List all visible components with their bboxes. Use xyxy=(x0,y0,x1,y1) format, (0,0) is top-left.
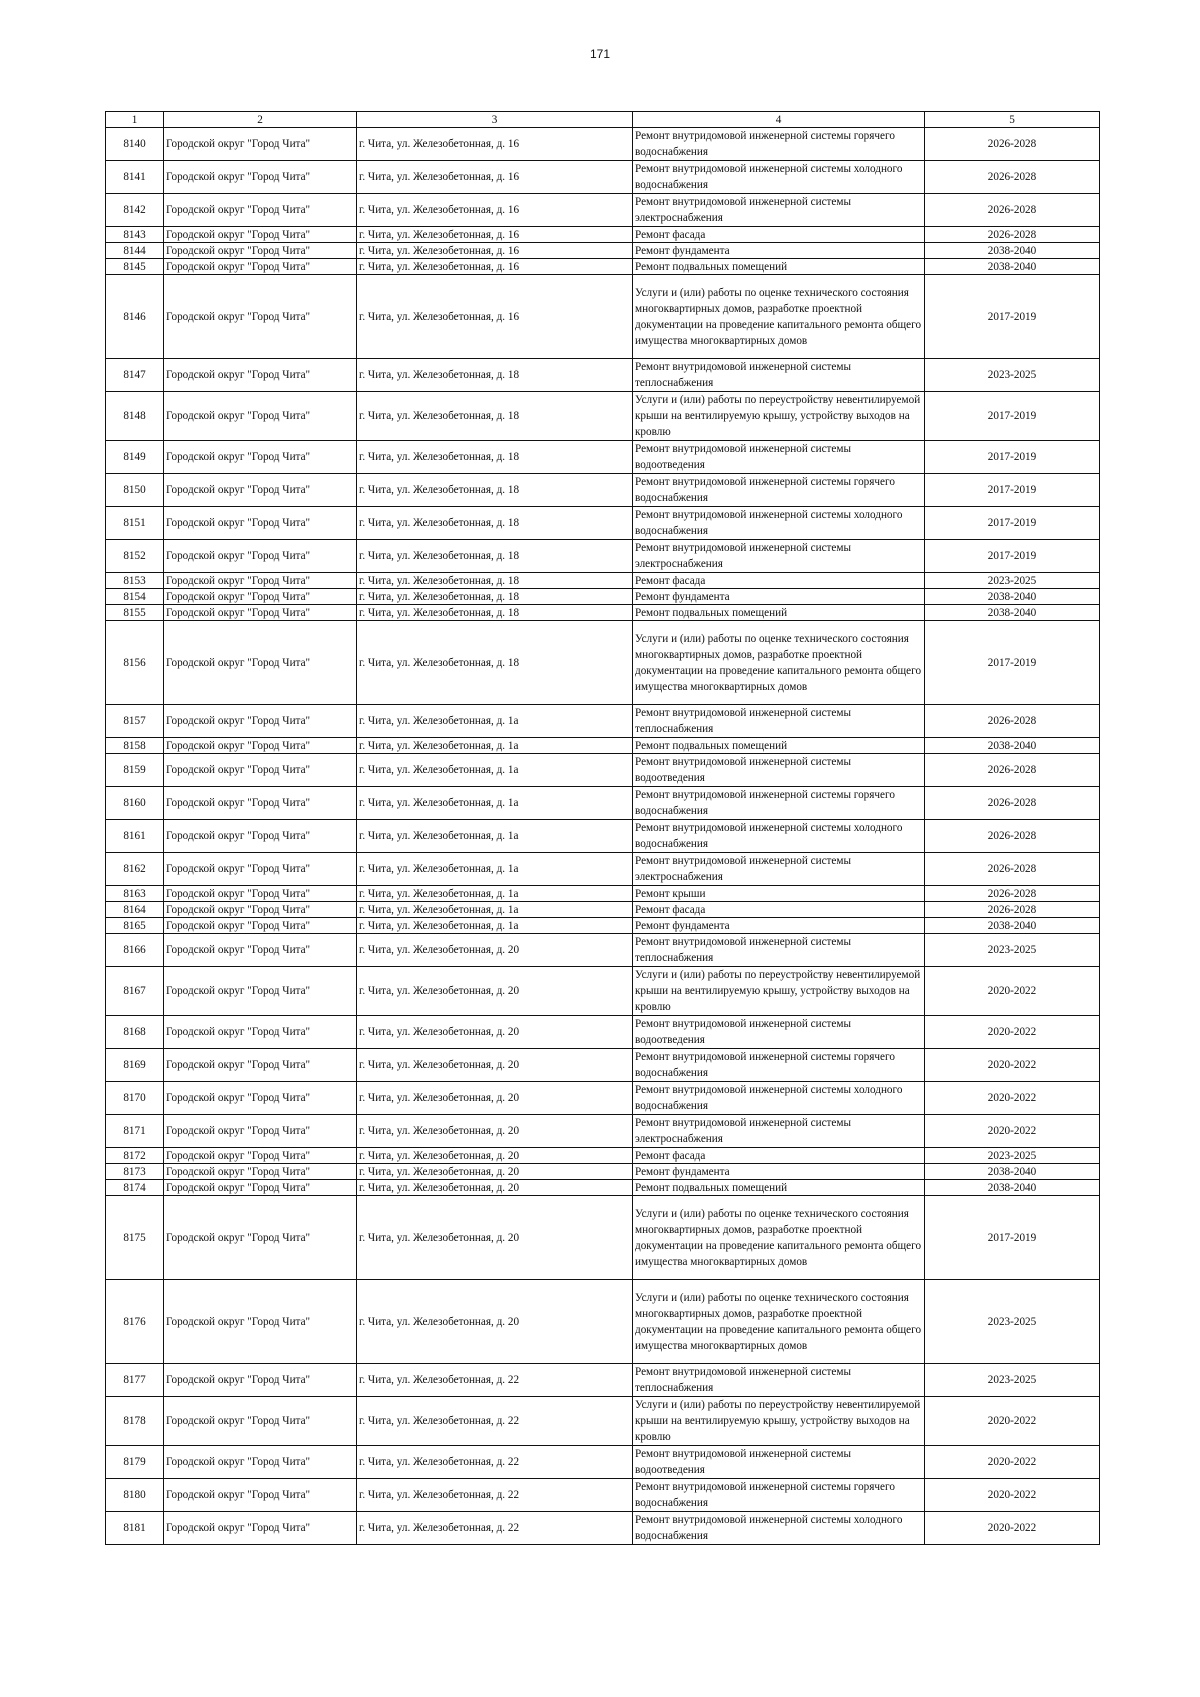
work-type-cell: Ремонт внутридомовой инженерной системы горячего водоснабжения xyxy=(633,1479,925,1512)
period-cell: 2017-2019 xyxy=(925,507,1100,540)
row-number-cell: 8175 xyxy=(106,1196,164,1280)
table-row xyxy=(106,392,1100,441)
table-row xyxy=(106,754,1100,787)
address-cell: г. Чита, ул. Железобетонная, д. 16 xyxy=(357,194,633,227)
period-cell: 2023-2025 xyxy=(925,1148,1100,1164)
row-number-cell: 8174 xyxy=(106,1180,164,1196)
table-row xyxy=(106,540,1100,573)
period-cell: 2020-2022 xyxy=(925,1512,1100,1545)
period-cell: 2023-2025 xyxy=(925,934,1100,967)
work-type-cell: Услуги и (или) работы по оценке технического состояния многоквартирных домов, разработке проектной документации на проведение капитального ремонта общего имущества многоквартирных домов xyxy=(633,275,925,359)
work-type-cell: Ремонт внутридомовой инженерной системы теплоснабжения xyxy=(633,1364,925,1397)
district-cell: Городской округ "Город Чита" xyxy=(164,1364,357,1397)
period-cell: 2020-2022 xyxy=(925,967,1100,1016)
work-type-cell: Ремонт внутридомовой инженерной системы электроснабжения xyxy=(633,194,925,227)
row-number-cell: 8168 xyxy=(106,1016,164,1049)
address-cell: г. Чита, ул. Железобетонная, д. 16 xyxy=(357,161,633,194)
period-cell: 2020-2022 xyxy=(925,1016,1100,1049)
address-cell: г. Чита, ул. Железобетонная, д. 18 xyxy=(357,540,633,573)
address-cell: г. Чита, ул. Железобетонная, д. 1а xyxy=(357,754,633,787)
work-type-cell: Ремонт подвальных помещений xyxy=(633,605,925,621)
work-type-cell: Ремонт внутридомовой инженерной системы горячего водоснабжения xyxy=(633,787,925,820)
table-row xyxy=(106,902,1100,918)
address-cell: г. Чита, ул. Железобетонная, д. 1а xyxy=(357,853,633,886)
address-cell: г. Чита, ул. Железобетонная, д. 18 xyxy=(357,474,633,507)
work-type-cell: Ремонт внутридомовой инженерной системы холодного водоснабжения xyxy=(633,1512,925,1545)
address-cell: г. Чита, ул. Железобетонная, д. 18 xyxy=(357,441,633,474)
work-type-cell: Ремонт крыши xyxy=(633,886,925,902)
work-type-cell: Ремонт фасада xyxy=(633,573,925,589)
work-type-cell: Ремонт внутридомовой инженерной системы горячего водоснабжения xyxy=(633,1049,925,1082)
address-cell: г. Чита, ул. Железобетонная, д. 22 xyxy=(357,1479,633,1512)
table-row xyxy=(106,243,1100,259)
district-cell: Городской округ "Город Чита" xyxy=(164,243,357,259)
district-cell: Городской округ "Город Чита" xyxy=(164,853,357,886)
address-cell: г. Чита, ул. Железобетонная, д. 1а xyxy=(357,738,633,754)
district-cell: Городской округ "Город Чита" xyxy=(164,886,357,902)
district-cell: Городской округ "Город Чита" xyxy=(164,1016,357,1049)
row-number-cell: 8181 xyxy=(106,1512,164,1545)
work-type-cell: Ремонт внутридомовой инженерной системы горячего водоснабжения xyxy=(633,128,925,161)
row-number-cell: 8158 xyxy=(106,738,164,754)
header-row xyxy=(106,112,1100,128)
address-cell: г. Чита, ул. Железобетонная, д. 1а xyxy=(357,820,633,853)
work-type-cell: Ремонт внутридомовой инженерной системы холодного водоснабжения xyxy=(633,820,925,853)
table-row xyxy=(106,1479,1100,1512)
row-number-cell: 8178 xyxy=(106,1397,164,1446)
row-number-cell: 8157 xyxy=(106,705,164,738)
period-cell: 2017-2019 xyxy=(925,474,1100,507)
address-cell: г. Чита, ул. Железобетонная, д. 18 xyxy=(357,507,633,540)
address-cell: г. Чита, ул. Железобетонная, д. 18 xyxy=(357,621,633,705)
period-cell: 2038-2040 xyxy=(925,918,1100,934)
period-cell: 2017-2019 xyxy=(925,621,1100,705)
row-number-cell: 8154 xyxy=(106,589,164,605)
table-row xyxy=(106,621,1100,705)
work-type-cell: Ремонт внутридомовой инженерной системы теплоснабжения xyxy=(633,934,925,967)
period-cell: 2026-2028 xyxy=(925,161,1100,194)
district-cell: Городской округ "Город Чита" xyxy=(164,705,357,738)
work-type-cell: Услуги и (или) работы по оценке технического состояния многоквартирных домов, разработке проектной документации на проведение капитального ремонта общего имущества многоквартирных домов xyxy=(633,1196,925,1280)
district-cell: Городской округ "Город Чита" xyxy=(164,621,357,705)
table-row xyxy=(106,1148,1100,1164)
address-cell: г. Чита, ул. Железобетонная, д. 20 xyxy=(357,1082,633,1115)
work-type-cell: Ремонт подвальных помещений xyxy=(633,1180,925,1196)
work-type-cell: Ремонт внутридомовой инженерной системы теплоснабжения xyxy=(633,705,925,738)
address-cell: г. Чита, ул. Железобетонная, д. 18 xyxy=(357,392,633,441)
column-header-1: 1 xyxy=(106,112,164,128)
district-cell: Городской округ "Город Чита" xyxy=(164,194,357,227)
period-cell: 2038-2040 xyxy=(925,605,1100,621)
row-number-cell: 8169 xyxy=(106,1049,164,1082)
table-row xyxy=(106,161,1100,194)
address-cell: г. Чита, ул. Железобетонная, д. 20 xyxy=(357,1180,633,1196)
table-row xyxy=(106,474,1100,507)
address-cell: г. Чита, ул. Железобетонная, д. 1а xyxy=(357,705,633,738)
table-row xyxy=(106,1446,1100,1479)
row-number-cell: 8140 xyxy=(106,128,164,161)
table-row xyxy=(106,934,1100,967)
district-cell: Городской округ "Город Чита" xyxy=(164,589,357,605)
address-cell: г. Чита, ул. Железобетонная, д. 16 xyxy=(357,128,633,161)
table-row xyxy=(106,1164,1100,1180)
district-cell: Городской округ "Город Чита" xyxy=(164,474,357,507)
address-cell: г. Чита, ул. Железобетонная, д. 18 xyxy=(357,359,633,392)
table-row xyxy=(106,1082,1100,1115)
work-type-cell: Услуги и (или) работы по переустройству невентилируемой крыши на вентилируемую крышу, устройству выходов на кровлю xyxy=(633,1397,925,1446)
address-cell: г. Чита, ул. Железобетонная, д. 16 xyxy=(357,275,633,359)
period-cell: 2026-2028 xyxy=(925,853,1100,886)
work-type-cell: Ремонт внутридомовой инженерной системы водоотведения xyxy=(633,754,925,787)
district-cell: Городской округ "Город Чита" xyxy=(164,1512,357,1545)
row-number-cell: 8180 xyxy=(106,1479,164,1512)
work-type-cell: Услуги и (или) работы по оценке технического состояния многоквартирных домов, разработке проектной документации на проведение капитального ремонта общего имущества многоквартирных домов xyxy=(633,621,925,705)
work-type-cell: Ремонт подвальных помещений xyxy=(633,738,925,754)
table-row xyxy=(106,573,1100,589)
period-cell: 2038-2040 xyxy=(925,1164,1100,1180)
address-cell: г. Чита, ул. Железобетонная, д. 22 xyxy=(357,1446,633,1479)
table-row xyxy=(106,1016,1100,1049)
row-number-cell: 8156 xyxy=(106,621,164,705)
period-cell: 2020-2022 xyxy=(925,1082,1100,1115)
work-type-cell: Услуги и (или) работы по переустройству невентилируемой крыши на вентилируемую крышу, устройству выходов на кровлю xyxy=(633,392,925,441)
address-cell: г. Чита, ул. Железобетонная, д. 18 xyxy=(357,589,633,605)
work-type-cell: Ремонт фундамента xyxy=(633,918,925,934)
work-type-cell: Ремонт внутридомовой инженерной системы холодного водоснабжения xyxy=(633,1082,925,1115)
work-type-cell: Ремонт внутридомовой инженерной системы водоотведения xyxy=(633,1016,925,1049)
period-cell: 2020-2022 xyxy=(925,1446,1100,1479)
row-number-cell: 8164 xyxy=(106,902,164,918)
row-number-cell: 8155 xyxy=(106,605,164,621)
address-cell: г. Чита, ул. Железобетонная, д. 1а xyxy=(357,902,633,918)
district-cell: Городской округ "Город Чита" xyxy=(164,128,357,161)
table-row xyxy=(106,820,1100,853)
row-number-cell: 8143 xyxy=(106,227,164,243)
address-cell: г. Чита, ул. Железобетонная, д. 20 xyxy=(357,934,633,967)
address-cell: г. Чита, ул. Железобетонная, д. 16 xyxy=(357,227,633,243)
address-cell: г. Чита, ул. Железобетонная, д. 1а xyxy=(357,886,633,902)
page-number: 171 xyxy=(589,47,611,61)
table-row xyxy=(106,227,1100,243)
district-cell: Городской округ "Город Чита" xyxy=(164,1115,357,1148)
district-cell: Городской округ "Город Чита" xyxy=(164,573,357,589)
period-cell: 2017-2019 xyxy=(925,441,1100,474)
district-cell: Городской округ "Город Чита" xyxy=(164,738,357,754)
row-number-cell: 8177 xyxy=(106,1364,164,1397)
period-cell: 2038-2040 xyxy=(925,738,1100,754)
district-cell: Городской округ "Город Чита" xyxy=(164,359,357,392)
work-type-cell: Ремонт внутридомовой инженерной системы теплоснабжения xyxy=(633,359,925,392)
row-number-cell: 8149 xyxy=(106,441,164,474)
period-cell: 2026-2028 xyxy=(925,194,1100,227)
table-row xyxy=(106,359,1100,392)
district-cell: Городской округ "Город Чита" xyxy=(164,1479,357,1512)
address-cell: г. Чита, ул. Железобетонная, д. 16 xyxy=(357,243,633,259)
period-cell: 2023-2025 xyxy=(925,573,1100,589)
work-type-cell: Ремонт внутридомовой инженерной системы электроснабжения xyxy=(633,853,925,886)
table-row xyxy=(106,259,1100,275)
work-type-cell: Услуги и (или) работы по переустройству невентилируемой крыши на вентилируемую крышу, устройству выходов на кровлю xyxy=(633,967,925,1016)
table-row xyxy=(106,1512,1100,1545)
district-cell: Городской округ "Город Чита" xyxy=(164,902,357,918)
period-cell: 2020-2022 xyxy=(925,1397,1100,1446)
period-cell: 2026-2028 xyxy=(925,820,1100,853)
period-cell: 2026-2028 xyxy=(925,886,1100,902)
work-type-cell: Ремонт подвальных помещений xyxy=(633,259,925,275)
district-cell: Городской округ "Город Чита" xyxy=(164,1280,357,1364)
row-number-cell: 8146 xyxy=(106,275,164,359)
row-number-cell: 8153 xyxy=(106,573,164,589)
work-type-cell: Ремонт фасада xyxy=(633,1148,925,1164)
district-cell: Городской округ "Город Чита" xyxy=(164,1082,357,1115)
period-cell: 2023-2025 xyxy=(925,1364,1100,1397)
table-row xyxy=(106,507,1100,540)
address-cell: г. Чита, ул. Железобетонная, д. 16 xyxy=(357,259,633,275)
address-cell: г. Чита, ул. Железобетонная, д. 1а xyxy=(357,787,633,820)
row-number-cell: 8150 xyxy=(106,474,164,507)
work-type-cell: Ремонт фасада xyxy=(633,227,925,243)
row-number-cell: 8161 xyxy=(106,820,164,853)
district-cell: Городской округ "Город Чита" xyxy=(164,605,357,621)
period-cell: 2038-2040 xyxy=(925,589,1100,605)
work-type-cell: Ремонт внутридомовой инженерной системы электроснабжения xyxy=(633,1115,925,1148)
row-number-cell: 8142 xyxy=(106,194,164,227)
district-cell: Городской округ "Город Чита" xyxy=(164,787,357,820)
district-cell: Городской округ "Город Чита" xyxy=(164,934,357,967)
district-cell: Городской округ "Город Чита" xyxy=(164,1049,357,1082)
district-cell: Городской округ "Город Чита" xyxy=(164,820,357,853)
period-cell: 2026-2028 xyxy=(925,902,1100,918)
district-cell: Городской округ "Город Чита" xyxy=(164,507,357,540)
table-row xyxy=(106,1280,1100,1364)
period-cell: 2017-2019 xyxy=(925,392,1100,441)
work-type-cell: Ремонт внутридомовой инженерной системы горячего водоснабжения xyxy=(633,474,925,507)
table-header xyxy=(106,112,1100,128)
table-row xyxy=(106,1049,1100,1082)
period-cell: 2023-2025 xyxy=(925,359,1100,392)
work-type-cell: Ремонт фундамента xyxy=(633,589,925,605)
district-cell: Городской округ "Город Чита" xyxy=(164,1180,357,1196)
work-type-cell: Ремонт фасада xyxy=(633,902,925,918)
address-cell: г. Чита, ул. Железобетонная, д. 20 xyxy=(357,1148,633,1164)
table-row xyxy=(106,1364,1100,1397)
table-row xyxy=(106,1115,1100,1148)
table-row xyxy=(106,886,1100,902)
address-cell: г. Чита, ул. Железобетонная, д. 20 xyxy=(357,1016,633,1049)
district-cell: Городской округ "Город Чита" xyxy=(164,1446,357,1479)
period-cell: 2038-2040 xyxy=(925,1180,1100,1196)
row-number-cell: 8145 xyxy=(106,259,164,275)
table-row xyxy=(106,128,1100,161)
table-row xyxy=(106,1397,1100,1446)
period-cell: 2026-2028 xyxy=(925,705,1100,738)
address-cell: г. Чита, ул. Железобетонная, д. 20 xyxy=(357,1280,633,1364)
period-cell: 2017-2019 xyxy=(925,1196,1100,1280)
district-cell: Городской округ "Город Чита" xyxy=(164,441,357,474)
district-cell: Городской округ "Город Чита" xyxy=(164,967,357,1016)
period-cell: 2020-2022 xyxy=(925,1479,1100,1512)
row-number-cell: 8162 xyxy=(106,853,164,886)
table-row xyxy=(106,589,1100,605)
row-number-cell: 8160 xyxy=(106,787,164,820)
period-cell: 2026-2028 xyxy=(925,754,1100,787)
work-type-cell: Ремонт внутридомовой инженерной системы холодного водоснабжения xyxy=(633,161,925,194)
column-header-3: 3 xyxy=(357,112,633,128)
address-cell: г. Чита, ул. Железобетонная, д. 20 xyxy=(357,1196,633,1280)
period-cell: 2017-2019 xyxy=(925,275,1100,359)
registry-table xyxy=(105,111,1100,1545)
table-row xyxy=(106,605,1100,621)
address-cell: г. Чита, ул. Железобетонная, д. 20 xyxy=(357,1115,633,1148)
row-number-cell: 8159 xyxy=(106,754,164,787)
period-cell: 2023-2025 xyxy=(925,1280,1100,1364)
address-cell: г. Чита, ул. Железобетонная, д. 20 xyxy=(357,1164,633,1180)
district-cell: Городской округ "Город Чита" xyxy=(164,540,357,573)
row-number-cell: 8165 xyxy=(106,918,164,934)
work-type-cell: Ремонт внутридомовой инженерной системы холодного водоснабжения xyxy=(633,507,925,540)
district-cell: Городской округ "Город Чита" xyxy=(164,392,357,441)
row-number-cell: 8151 xyxy=(106,507,164,540)
row-number-cell: 8166 xyxy=(106,934,164,967)
row-number-cell: 8148 xyxy=(106,392,164,441)
address-cell: г. Чита, ул. Железобетонная, д. 22 xyxy=(357,1512,633,1545)
table-body xyxy=(106,128,1100,1545)
period-cell: 2020-2022 xyxy=(925,1049,1100,1082)
district-cell: Городской округ "Город Чита" xyxy=(164,275,357,359)
period-cell: 2020-2022 xyxy=(925,1115,1100,1148)
row-number-cell: 8167 xyxy=(106,967,164,1016)
row-number-cell: 8173 xyxy=(106,1164,164,1180)
table-row xyxy=(106,441,1100,474)
table-row xyxy=(106,738,1100,754)
district-cell: Городской округ "Город Чита" xyxy=(164,227,357,243)
address-cell: г. Чита, ул. Железобетонная, д. 20 xyxy=(357,1049,633,1082)
district-cell: Городской округ "Город Чита" xyxy=(164,1148,357,1164)
work-type-cell: Услуги и (или) работы по оценке технического состояния многоквартирных домов, разработке проектной документации на проведение капитального ремонта общего имущества многоквартирных домов xyxy=(633,1280,925,1364)
work-type-cell: Ремонт внутридомовой инженерной системы водоотведения xyxy=(633,441,925,474)
table-row xyxy=(106,787,1100,820)
table-row xyxy=(106,275,1100,359)
district-cell: Городской округ "Город Чита" xyxy=(164,161,357,194)
table-row xyxy=(106,194,1100,227)
row-number-cell: 8163 xyxy=(106,886,164,902)
row-number-cell: 8179 xyxy=(106,1446,164,1479)
row-number-cell: 8152 xyxy=(106,540,164,573)
district-cell: Городской округ "Город Чита" xyxy=(164,754,357,787)
district-cell: Городской округ "Город Чита" xyxy=(164,1164,357,1180)
column-header-5: 5 xyxy=(925,112,1100,128)
work-type-cell: Ремонт фундамента xyxy=(633,243,925,259)
row-number-cell: 8172 xyxy=(106,1148,164,1164)
period-cell: 2038-2040 xyxy=(925,243,1100,259)
row-number-cell: 8170 xyxy=(106,1082,164,1115)
district-cell: Городской округ "Город Чита" xyxy=(164,1397,357,1446)
column-header-4: 4 xyxy=(633,112,925,128)
district-cell: Городской округ "Город Чита" xyxy=(164,918,357,934)
address-cell: г. Чита, ул. Железобетонная, д. 18 xyxy=(357,573,633,589)
period-cell: 2026-2028 xyxy=(925,227,1100,243)
address-cell: г. Чита, ул. Железобетонная, д. 20 xyxy=(357,967,633,1016)
table-row xyxy=(106,918,1100,934)
period-cell: 2038-2040 xyxy=(925,259,1100,275)
table-row xyxy=(106,967,1100,1016)
work-type-cell: Ремонт фундамента xyxy=(633,1164,925,1180)
work-type-cell: Ремонт внутридомовой инженерной системы водоотведения xyxy=(633,1446,925,1479)
address-cell: г. Чита, ул. Железобетонная, д. 22 xyxy=(357,1364,633,1397)
district-cell: Городской округ "Город Чита" xyxy=(164,259,357,275)
row-number-cell: 8141 xyxy=(106,161,164,194)
period-cell: 2026-2028 xyxy=(925,787,1100,820)
address-cell: г. Чита, ул. Железобетонная, д. 1а xyxy=(357,918,633,934)
address-cell: г. Чита, ул. Железобетонная, д. 22 xyxy=(357,1397,633,1446)
table-row xyxy=(106,853,1100,886)
table-row xyxy=(106,1196,1100,1280)
row-number-cell: 8144 xyxy=(106,243,164,259)
address-cell: г. Чита, ул. Железобетонная, д. 18 xyxy=(357,605,633,621)
column-header-2: 2 xyxy=(164,112,357,128)
table-row xyxy=(106,1180,1100,1196)
work-type-cell: Ремонт внутридомовой инженерной системы электроснабжения xyxy=(633,540,925,573)
row-number-cell: 8147 xyxy=(106,359,164,392)
row-number-cell: 8171 xyxy=(106,1115,164,1148)
district-cell: Городской округ "Город Чита" xyxy=(164,1196,357,1280)
row-number-cell: 8176 xyxy=(106,1280,164,1364)
period-cell: 2017-2019 xyxy=(925,540,1100,573)
table-row xyxy=(106,705,1100,738)
period-cell: 2026-2028 xyxy=(925,128,1100,161)
